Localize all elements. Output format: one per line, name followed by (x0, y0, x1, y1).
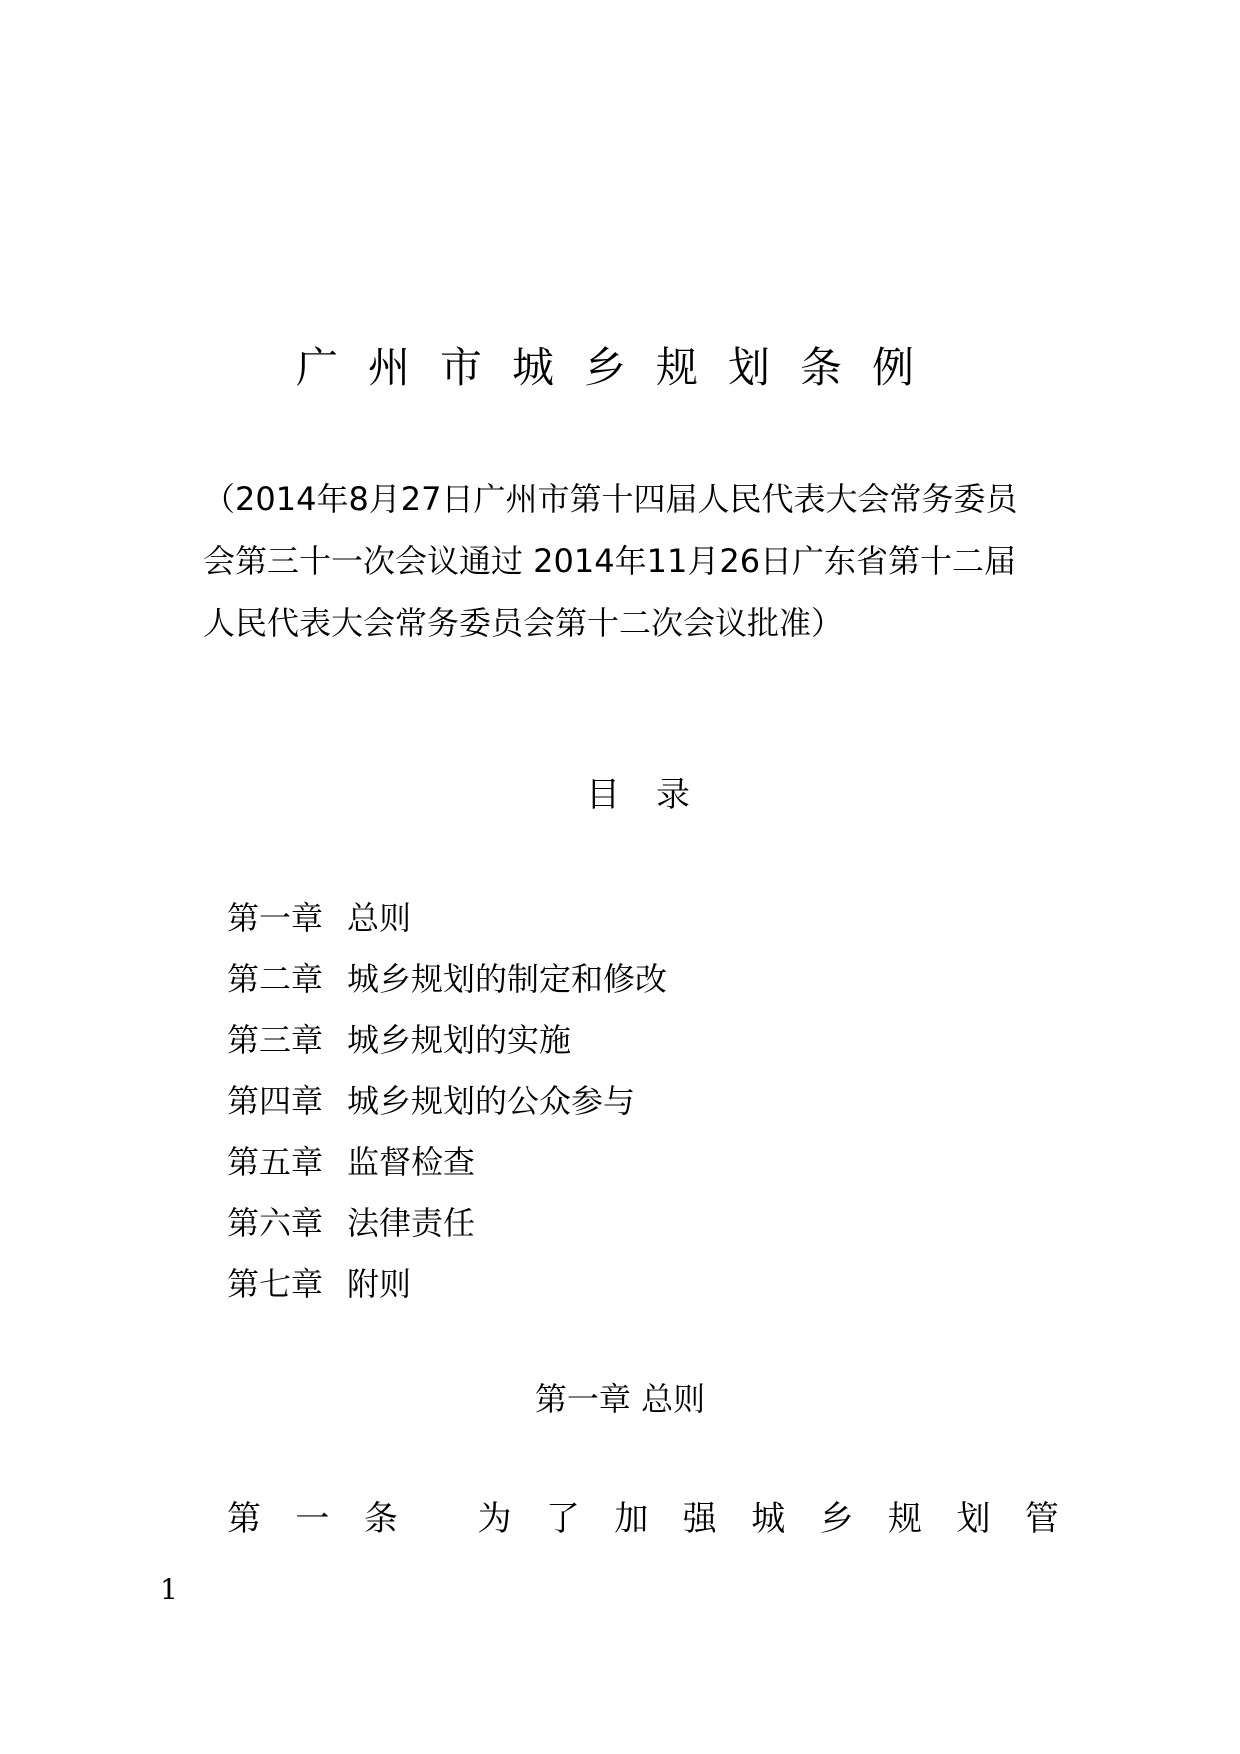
toc-chapter-title: 监督检查 (347, 1143, 476, 1181)
toc-heading: 目录 (586, 775, 726, 815)
toc-item (227, 1193, 667, 1254)
article-number-char: 一 (295, 1499, 330, 1539)
toc-item (227, 1132, 667, 1193)
toc-chapter-number: 第六章 (227, 1204, 324, 1242)
article-number-char: 第 (227, 1499, 261, 1539)
article-text-char: 为 (477, 1499, 512, 1539)
toc-chapter-title: 附则 (347, 1265, 412, 1303)
toc-chapter-title: 法律责任 (347, 1204, 476, 1242)
toc-chapter-number: 第三章 (227, 1021, 324, 1059)
document-subtitle: （2014年8月27日广州市第十四届人民代表大会常务委员会第三十一次会议通过 2014年11月26日广东省第十二届人民代表大会常务委员会第十二次会议批准） (203, 480, 1018, 642)
article-text-char: 划 (956, 1499, 991, 1539)
toc-chapter-number: 第二章 (227, 960, 324, 998)
table-of-contents (227, 888, 667, 1315)
toc-chapter-title: 总则 (347, 899, 412, 937)
toc-chapter-number: 第五章 (227, 1143, 324, 1181)
toc-chapter-title: 城乡规划的制定和修改 (347, 960, 668, 998)
toc-item (227, 1071, 667, 1132)
article-text-char: 了 (545, 1499, 580, 1539)
document-title: 广州市城乡规划条例 (295, 343, 944, 392)
toc-item (227, 1010, 667, 1071)
article-text-char: 城 (751, 1499, 786, 1539)
toc-item (227, 888, 667, 949)
article-gap (432, 1496, 443, 1542)
toc-chapter-number: 第四章 (227, 1082, 324, 1120)
toc-chapter-title: 城乡规划的公众参与 (347, 1082, 636, 1120)
article-text-char: 强 (682, 1499, 717, 1539)
toc-chapter-number: 第一章 (227, 899, 324, 937)
article-text-char: 规 (888, 1499, 923, 1539)
article-text-char: 管 (1024, 1499, 1059, 1539)
toc-item (227, 949, 667, 1010)
article-number-char: 条 (363, 1499, 398, 1539)
toc-item (227, 1254, 667, 1315)
toc-chapter-number: 第七章 (227, 1265, 324, 1303)
article-text-char: 乡 (819, 1499, 854, 1539)
toc-chapter-title: 城乡规划的实施 (347, 1021, 572, 1059)
chapter-heading: 第一章 总则 (534, 1380, 706, 1418)
page-number: 1 (160, 1573, 178, 1606)
article-first-line (227, 1496, 1059, 1542)
article-text-char: 加 (614, 1499, 649, 1539)
